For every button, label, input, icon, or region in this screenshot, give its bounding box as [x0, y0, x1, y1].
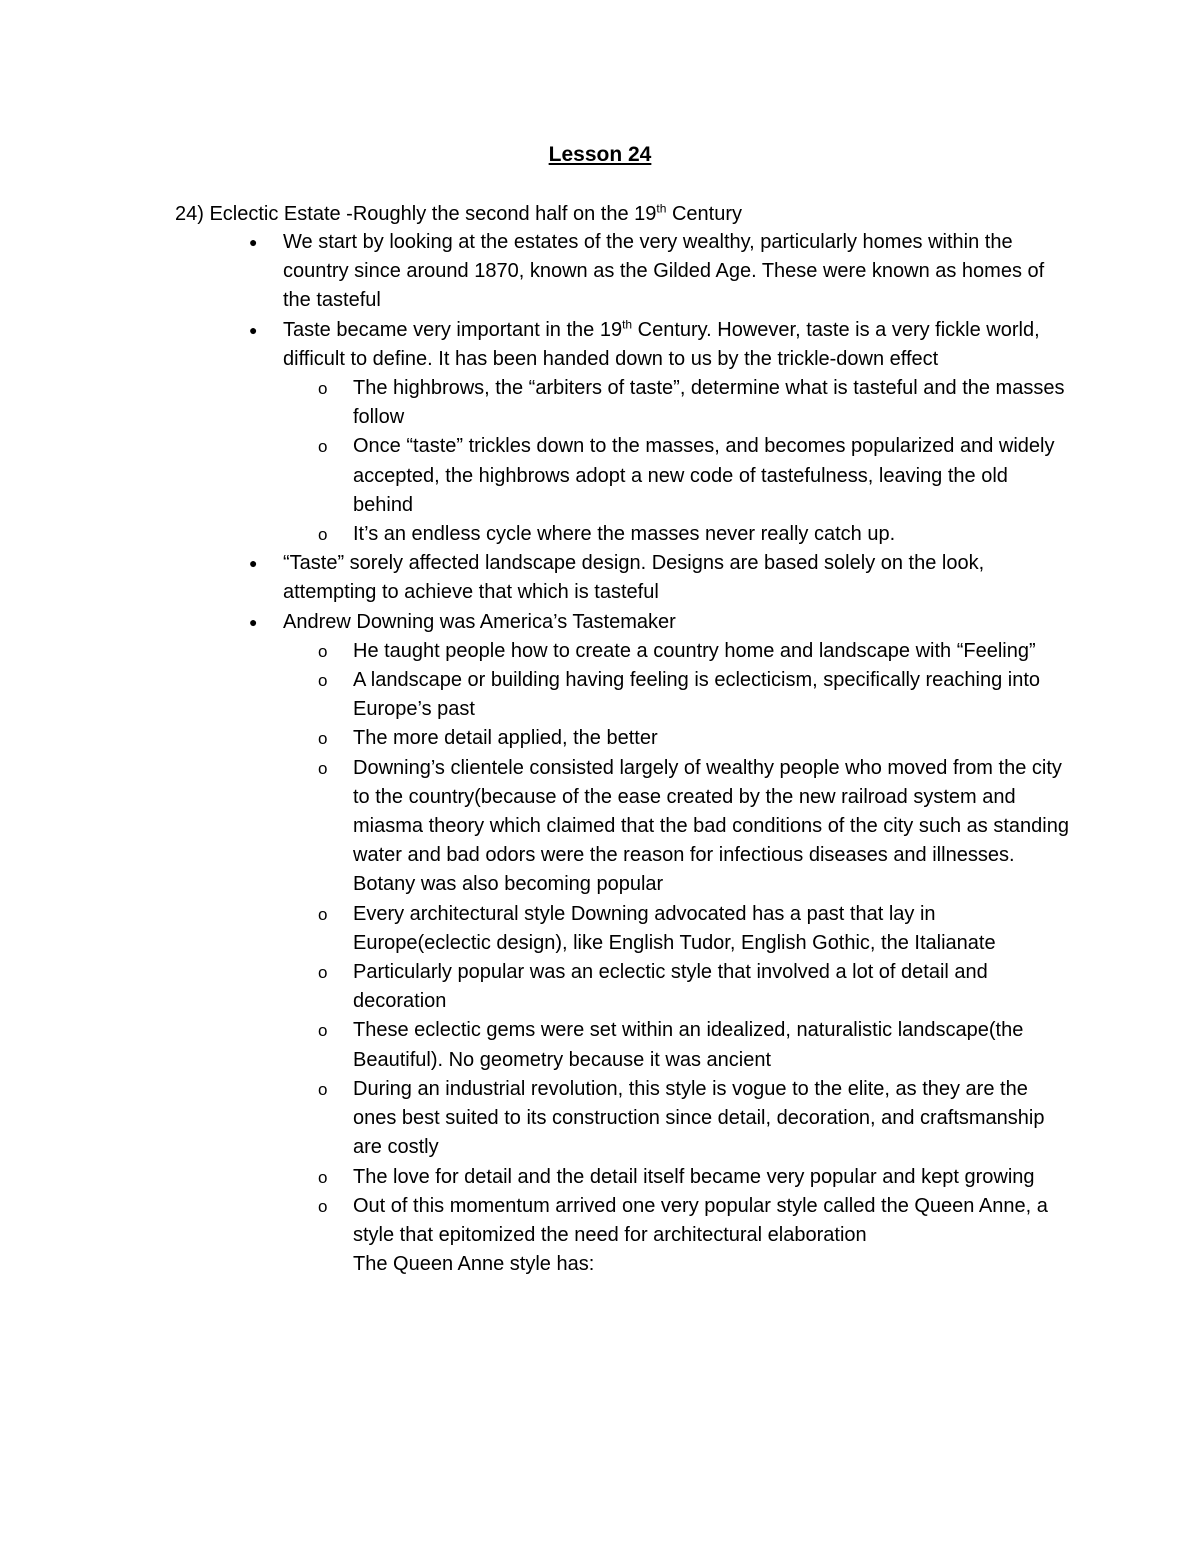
list-item-text: Taste became very important in the 19 [283, 318, 623, 341]
list-item [318, 958, 1073, 1016]
list-item-text: “Taste” sorely affected landscape design. Designs are based solely on the look, attempting to achieve that which is tasteful [283, 552, 985, 604]
bullet-marker: ● [249, 234, 258, 250]
list-item [318, 1016, 1073, 1074]
list-item [318, 754, 1073, 900]
list-item [318, 1163, 1073, 1192]
list-item [318, 520, 1073, 549]
list-item-text: The highbrows, the “arbiters of taste”, determine what is tasteful and the masses follow [353, 377, 1065, 429]
list-item-text: Out of this momentum arrived one very popular style called the Queen Anne, a style that epitomized the need for architectural elaboration [353, 1194, 1048, 1246]
list-item [318, 1192, 1073, 1250]
list-item-text: We start by looking at the estates of the very wealthy, particularly homes within the country since around 1870, known as the Gilded Age. These were known as homes of the tasteful [283, 231, 1045, 312]
sub-bullet-marker: o [318, 437, 328, 457]
sub-bullet-marker: o [318, 379, 328, 399]
list-item-text: These eclectic gems were set within an idealized, naturalistic landscape(the Beautiful). No geometry because it was ancient [353, 1019, 1024, 1071]
bullet-list [0, 228, 1200, 1279]
bullet-marker: ● [249, 613, 258, 630]
list-item-text: A landscape or building having feeling is eclecticism, specifically reaching into Europe’s past [353, 669, 1041, 721]
sub-bullet-marker: o [318, 758, 328, 778]
list-item [318, 724, 1073, 753]
bullet-marker: ● [249, 555, 258, 572]
list-item-text: Once “taste” trickles down to the masses, and becomes popularized and widely accepted, the highbrows adopt a new code of tastefulness, leaving the old behind [353, 435, 1055, 516]
sub-bullet-marker: o [318, 1021, 328, 1041]
list-item-text: Downing’s clientele consisted largely of wealthy people who moved from the city to the country(because of the ease created by the new railroad system and miasma theory which claimed that the bad conditions of the city such as standing water and bad odors were the reason for infectious diseases and illnesses. Botany was also becoming popular [353, 756, 1069, 896]
list-item [318, 374, 1073, 432]
list-item-text: Particularly popular was an eclectic style that involved a lot of detail and decoration [353, 961, 988, 1013]
list-item [249, 549, 1073, 607]
sub-bullet-marker: o [318, 641, 328, 661]
page-title: Lesson 24 [548, 143, 652, 166]
heading-text-suffix: Century [666, 203, 743, 225]
sub-bullet-marker: o [318, 525, 328, 545]
list-item-text: The more detail applied, the better [353, 727, 658, 750]
list-item [249, 608, 1073, 637]
list-item-text: It’s an endless cycle where the masses never really catch up. [353, 523, 896, 546]
sub-bullet-marker: o [318, 1196, 328, 1216]
heading-superscript: th [656, 201, 667, 216]
list-item-text: Every architectural style Downing advocated has a past that lay in Europe(eclectic design), like English Tudor, English Gothic, the Italianate [353, 902, 996, 954]
list-item [318, 432, 1073, 520]
list-item-text: He taught people how to create a country home and landscape with “Feeling” [353, 639, 1036, 662]
list-item [318, 900, 1073, 958]
list-item [249, 316, 1073, 374]
list-item-text: The love for detail and the detail itself became very popular and kept growing [353, 1165, 1035, 1188]
sub-bullet-marker: o [318, 671, 328, 691]
sub-bullet-marker: o [318, 963, 328, 983]
list-item-text: During an industrial revolution, this style is vogue to the elite, as they are the ones best suited to its construction since detail, decoration, and craftsmanship are costly [353, 1077, 1045, 1159]
section-heading [175, 199, 742, 229]
list-item-superscript: th [622, 316, 633, 331]
sub-bullet-marker: o [318, 904, 328, 924]
heading-text: 24) Eclectic Estate -Roughly the second half on the 19 [175, 203, 657, 225]
bullet-marker: ● [249, 321, 258, 338]
sub-bullet-marker: o [318, 1167, 328, 1187]
list-item [318, 1075, 1073, 1163]
list-item-text-suffix: Century. However, taste is a very fickle world, difficult to define. It has been handed down to us by the trickle-down effect [283, 318, 1040, 370]
sub-bullet-marker: o [318, 729, 328, 749]
list-item [318, 637, 1073, 666]
trailing-paragraph: The Queen Anne style has: [353, 1253, 595, 1276]
list-item [249, 228, 1073, 316]
list-item-text: Andrew Downing was America’s Tastemaker [283, 610, 676, 633]
sub-bullet-marker: o [318, 1079, 328, 1099]
list-item [318, 666, 1073, 724]
